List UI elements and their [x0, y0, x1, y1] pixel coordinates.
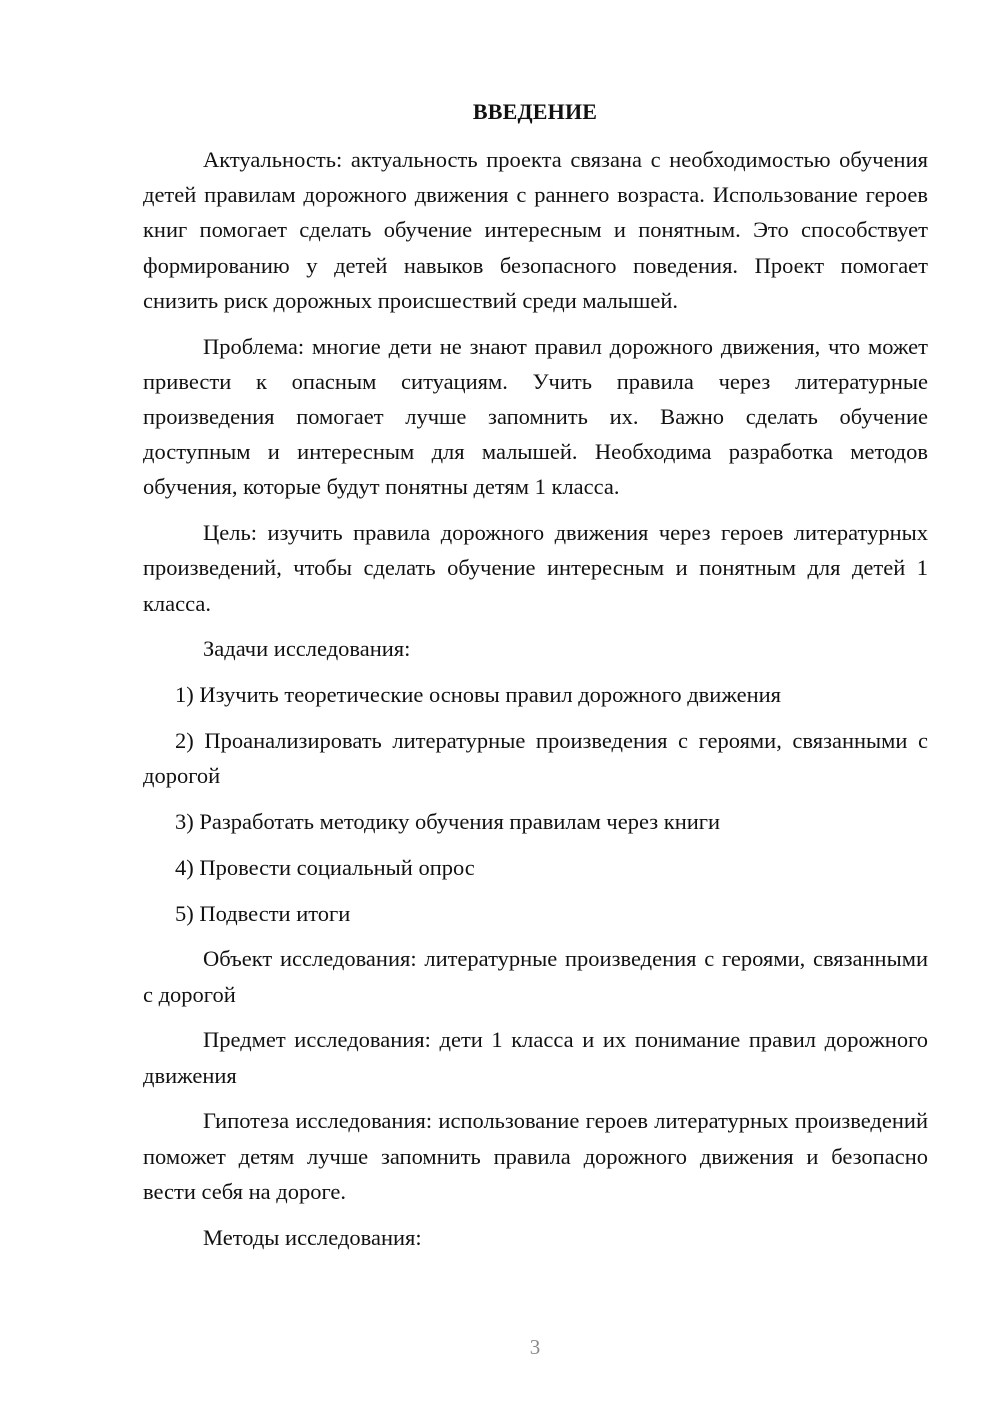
- paragraph-problem: Проблема: многие дети не знают правил дорожного движения, что может привести к опасным ситуациям. Учить правила через литературные произведения помогает лучше запомнить их. Важно сделать обучение доступным и интересным для малышей. Необходима разработка методов обучения, которые будут понятны детям 1 класса.: [143, 333, 928, 500]
- paragraph-methods: Методы исследования:: [203, 1224, 422, 1250]
- document-body: [143, 142, 928, 1265]
- task-item: 3) Разработать методику обучения правилам через книги: [175, 809, 721, 835]
- task-item: 2) Проанализировать литературные произведения с героями, связанными с дорогой: [143, 728, 928, 789]
- page-number: 3: [529, 1335, 541, 1359]
- paragraph-relevance: Актуальность: актуальность проекта связана с необходимостью обучения детей правилам дорожного движения с раннего возраста. Использование героев книг помогает сделать обучение интересным и понятным. Это способствует формированию у детей навыков безопасного поведения. Проект помогает снизить риск дорожных происшествий среди малышей.: [143, 147, 928, 313]
- task-item: 1) Изучить теоретические основы правил дорожного движения: [175, 682, 782, 708]
- section-title: ВВЕДЕНИЕ: [472, 99, 598, 124]
- paragraph-object: Объект исследования: литературные произведения с героями, связанными с дорогой: [143, 946, 928, 1007]
- paragraph-goal: Цель: изучить правила дорожного движения через героев литературных произведений, чтобы сделать обучение интересным и понятным для детей 1 класса.: [143, 520, 928, 616]
- paragraph-subject: Предмет исследования: дети 1 класса и их понимание правил дорожного движения: [143, 1027, 928, 1088]
- task-item: 4) Провести социальный опрос: [175, 854, 475, 880]
- task-item: 5) Подвести итоги: [175, 900, 351, 926]
- paragraph-hypothesis: Гипотеза исследования: использование героев литературных произведений поможет детям лучше запомнить правила дорожного движения и безопасно вести себя на дороге.: [143, 1108, 928, 1204]
- paragraph-tasks-heading: Задачи исследования:: [203, 636, 411, 662]
